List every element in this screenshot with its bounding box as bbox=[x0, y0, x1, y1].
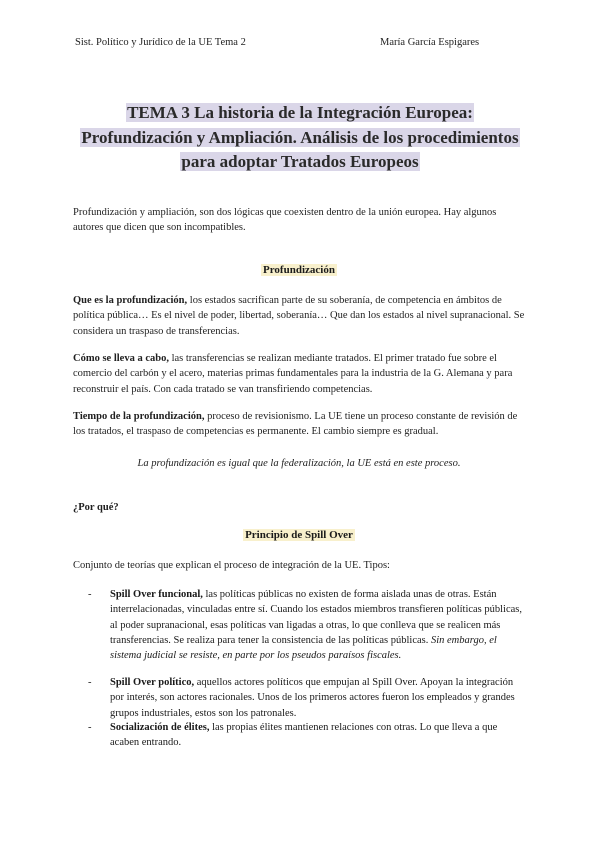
intro-paragraph: Profundización y ampliación, son dos lógicas que coexisten dentro de la unión europea. Hay algunos autores que dicen que son incompatibles. bbox=[73, 207, 497, 234]
section-heading-text: Principio de Spill Over bbox=[245, 529, 353, 541]
header-author: María García Espigares bbox=[380, 37, 480, 48]
paragraph-como bbox=[73, 351, 525, 397]
lead-text: Tiempo de la profundización, bbox=[73, 411, 205, 422]
body-text: las políticas públicas no existen de forma aislada unas de otras. Están interrelacionadas, vinculadas entre sí. Cuando los estados miembros transfieren políticas públicas, al poder supranacional, esas políticas van ligadas a otras, lo que conlleva que se realicen más transferencias. Se realiza para tener la consistencia de las políticas públicas. bbox=[110, 589, 523, 646]
page-title bbox=[60, 101, 540, 175]
title-line-1: TEMA 3 La historia de la Integración Europea: bbox=[127, 103, 473, 122]
lead-text: Spill Over político, bbox=[110, 677, 195, 688]
lead-text: Que es la profundización, bbox=[73, 295, 188, 306]
bullet-dash: - bbox=[88, 589, 92, 600]
paragraph-que-es bbox=[73, 293, 525, 339]
title-line-3: para adoptar Tratados Europeos bbox=[181, 152, 419, 171]
bullet-dash: - bbox=[88, 677, 92, 688]
body-text: los estados sacrifican parte de su soberanía, de competencia en ámbitos de política pública… Es el nivel de poder, libertad, soberanía… Que dan los estados al nivel supranacional. Se considera un traspaso de transferencias. bbox=[73, 295, 525, 337]
title-line-2: Profundización y Ampliación. Análisis de los procedimientos bbox=[81, 127, 519, 147]
section-heading-profundizacion bbox=[73, 264, 525, 276]
bullet-dash: - bbox=[88, 722, 92, 733]
body-text: las transferencias se realizan mediante tratados. El primer tratado fue sobre el comercio del carbón y el acero, materias primas fundamentales para la industria de la G. Alemana y para reconstruir el país. Con cada tratado se van transfiriendo competencias. bbox=[73, 353, 513, 395]
lead-text: Socialización de élites, bbox=[110, 722, 210, 733]
body-text: las propias élites mantienen relaciones con otras. Lo que lleva a que acaben entrando. bbox=[110, 722, 498, 749]
porque-heading: ¿Por qué? bbox=[73, 502, 119, 513]
body-text: aquellos actores políticos que empujan al Spill Over. Apoyan la integración por interés, son actores racionales. Unos de los primeros actores fueron los empleados y grandes grupos industriales, estos son los patronales. bbox=[110, 677, 515, 719]
paragraph-tiempo bbox=[73, 409, 525, 440]
header-course: Sist. Político y Jurídico de la UE Tema 2 bbox=[75, 37, 246, 48]
italic-note: Sin embargo, el sistema judicial se resiste, en parte por los pseudos paraísos fiscales. bbox=[110, 634, 497, 662]
lead-text: Spill Over funcional, bbox=[110, 589, 203, 600]
lead-text: Cómo se lleva a cabo, bbox=[73, 353, 169, 364]
body-text: proceso de revisionismo. La UE tiene un proceso constante de revisión de los tratados, el traspaso de competencias es permanente. El cambio siempre es gradual. bbox=[73, 411, 518, 438]
spill-over-intro: Conjunto de teorías que explican el proceso de integración de la UE. Tipos: bbox=[73, 560, 390, 571]
section-heading-text: Profundización bbox=[263, 264, 335, 276]
section-heading-spill-over bbox=[73, 529, 525, 541]
quote-federalizacion: La profundización es igual que la federalización, la UE está en este proceso. bbox=[137, 458, 461, 469]
